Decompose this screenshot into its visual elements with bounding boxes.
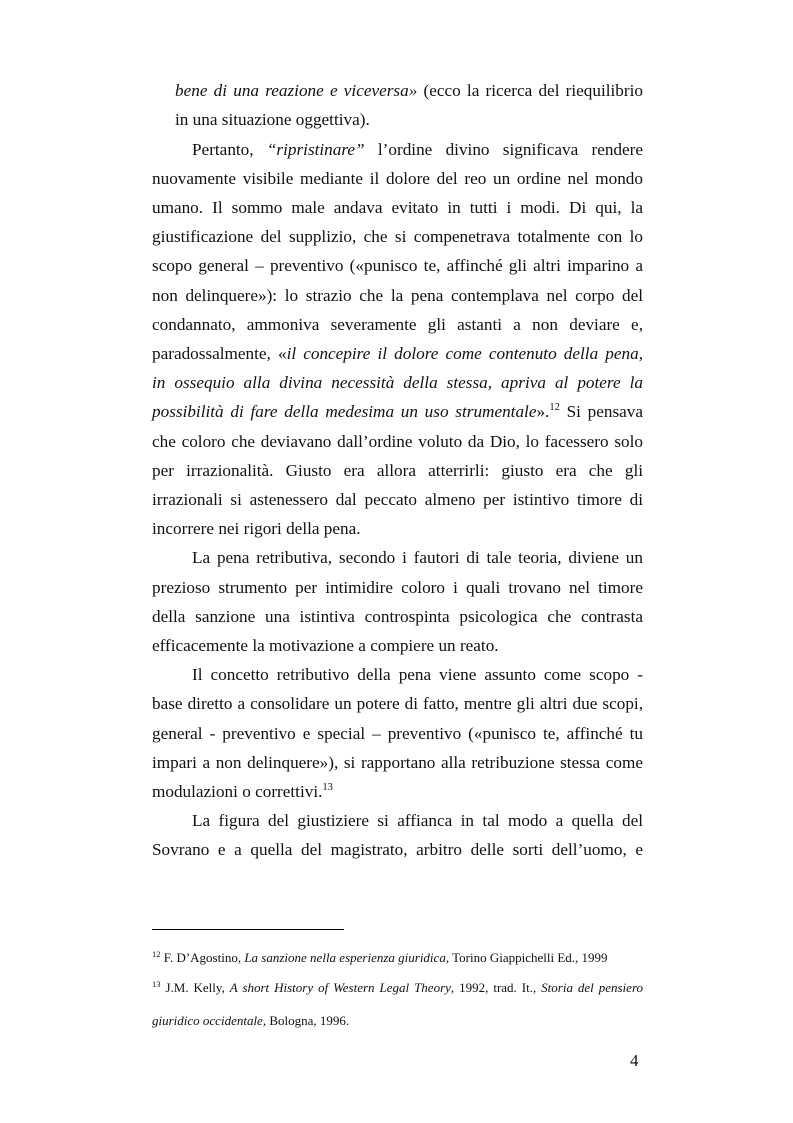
text-line: Sovrano e a quella del magistrato, arbitro delle sorti dell’uomo, e [152,840,643,859]
text-line: in una situazione oggettiva). [175,110,370,129]
text-line: per irrazionalità. Giusto era allora atterrirli: giusto era che gli [152,461,643,480]
text-line: paradossalmente, «il concepire il dolore come contenuto della pena, [152,344,643,363]
text-line: scopo general – preventivo («punisco te, affinché gli altri imparino a [152,256,643,275]
text-line: giustificazione del supplizio, che si compenetrava totalmente con lo [152,227,643,246]
page-number: 4 [630,1051,639,1070]
text-line: della sanzione una istintiva controspinta psicologica che contrasta [152,607,643,626]
text-line: che coloro che deviavano dall’ordine voluto da Dio, lo facessero solo [152,432,643,451]
text-line: condannato, ammoniva severamente gli astanti a non deviare e, [152,315,643,334]
text-line: umano. Il sommo male andava evitato in tutti i modi. Di qui, la [152,198,643,217]
text-line: bene di una reazione e viceversa» (ecco la ricerca del riequilibrio [175,81,643,100]
footnote: $^{13}$ J.M. Kelly, A short History of Western Legal Theory, 1992, trad. It., Storia del pensiero [152,979,644,995]
text-line: irrazionali si astenessero dal peccato almeno per istintivo timore di [152,490,643,509]
footnote-separator [152,929,344,930]
text-line: La figura del giustiziere si affianca in tal modo a quella del [192,811,643,830]
text-line: prezioso strumento per intimidire coloro i quali trovano nel timore [152,578,643,597]
text-line: La pena retributiva, secondo i fautori di tale teoria, diviene un [192,548,643,567]
text-line: general - preventivo e special – preventivo («punisco te, affinché tu [152,724,643,743]
footnote-ref: 12 [549,402,560,413]
text-line: Il concetto retributivo della pena viene assunto come scopo - [192,665,643,684]
footnote: $^{12}$ F. D’Agostino, La sanzione nella esperienza giuridica, Torino Giappichelli Ed., 1999 [152,949,608,965]
text-line: in ossequio alla divina necessità della stessa, apriva al potere la [152,373,643,392]
text-line: non delinquere»): lo strazio che la pena contemplava nel corpo del [152,286,643,305]
text-line: nuovamente visibile mediante il dolore del reo un ordine nel mondo [152,169,643,188]
text-line: impari a non delinquere»), si rapportano alla retribuzione stessa come [152,753,643,772]
text-line: modulazioni o correttivi.$^{13}$ [152,782,333,801]
text-line: Pertanto, “ripristinare” l’ordine divino significava rendere [192,140,643,159]
text-line: possibilità di fare della medesima un uso strumentale».$^{12}$ Si pensava [152,402,643,421]
text-line: base diretto a consolidare un potere di fatto, mentre gli altri due scopi, [152,694,643,713]
text-line: incorrere nei rigori della pena. [152,519,361,538]
footnote: giuridico occidentale, Bologna, 1996. [152,1013,350,1028]
text-line: efficacemente la motivazione a compiere un reato. [152,636,499,655]
footnote-ref: 13 [322,782,333,793]
